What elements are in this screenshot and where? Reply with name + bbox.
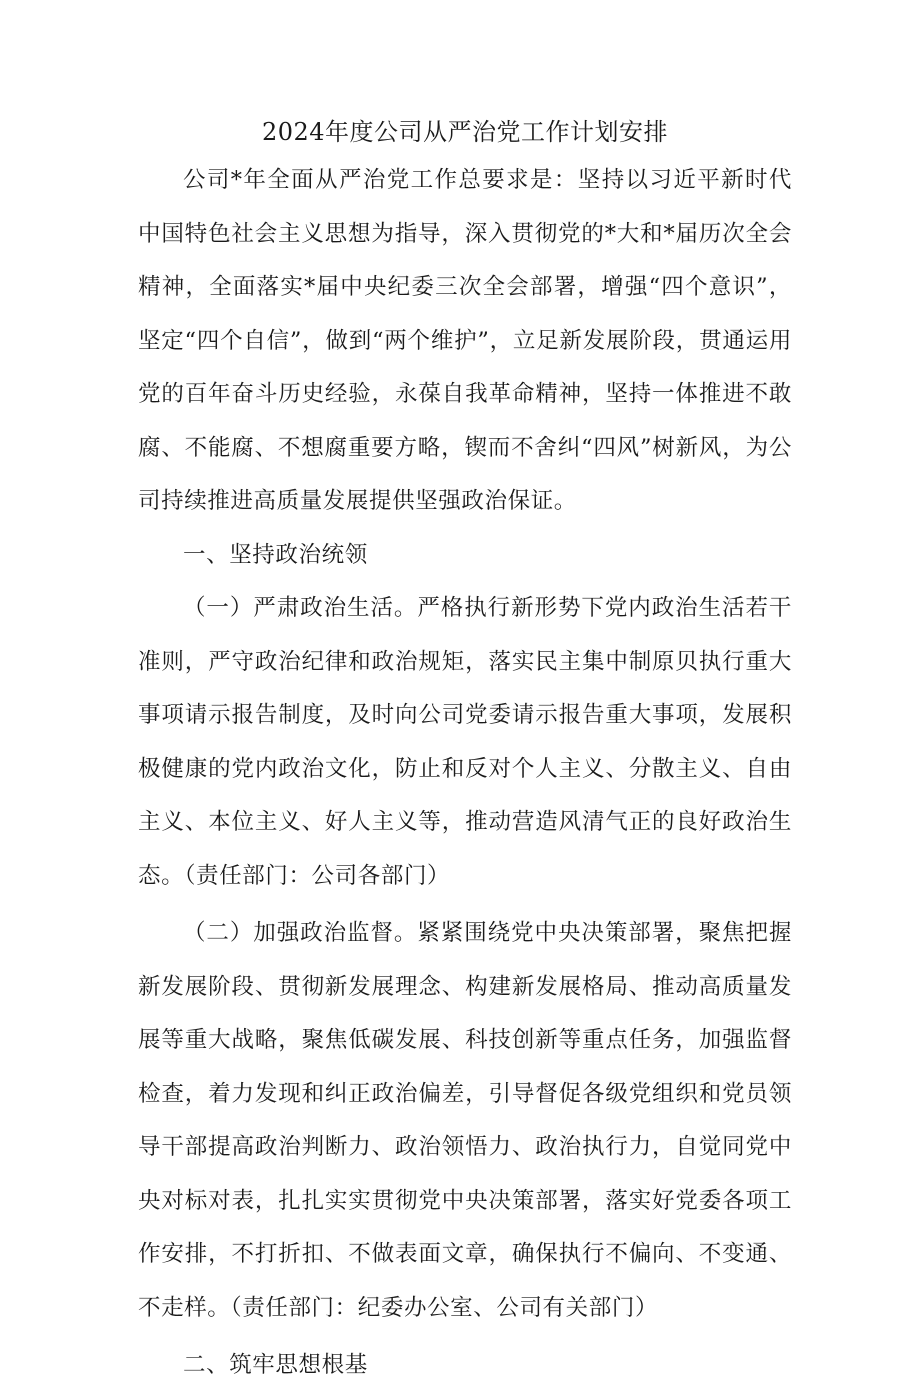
- section-2-heading: 二、筑牢思想根基: [183, 1352, 368, 1378]
- intro-paragraph: 公司*年全面从严治党工作总要求是：坚持以习近平新时代中国特色社会主义思想为指导，深入贯彻党的*大和*届历次全会精神，全面落实*届中央纪委三次全会部署，增强“四个意识”，坚定“四个自信”，做到“两个维护”，立足新发展阶段，贯通运用党的百年奋斗历史经验，永葆自我革命精神，坚持一体推进不敢腐、不能腐、不想腐重要方略，锲而不舍纠“四风”树新风，为公司持续推进高质量发展提供坚强政治保证。: [138, 167, 792, 514]
- document-title: 2024年度公司从严治党工作计划安排: [261, 118, 669, 146]
- section-1-item-1: （一）严肃政治生活。严格执行新形势下党内政治生活若干准则，严守政治纪律和政治规矩，落实民主集中制原贝执行重大事项请示报告制度，及时向公司党委请示报告重大事项，发展积极健康的党内政治文化，防止和反对个人主义、分散主义、自由主义、本位主义、好人主义等，推动营造风清气正的良好政治生态。（责任部门：公司各部门）: [138, 595, 792, 889]
- section-1-heading: 一、坚持政治统领: [183, 541, 368, 568]
- section-1-item-2: （二）加强政治监督。紧紧围绕党中央决策部署，聚焦把握新发展阶段、贯彻新发展理念、构建新发展格局、推动高质量发展等重大战略，聚焦低碳发展、科技创新等重点任务，加强监督检查，着力发现和纠正政治偏差，引导督促各级党组织和党员领导干部提高政治判断力、政治领悟力、政治执行力，自觉同党中央对标对表，扎扎实实贯彻党中央决策部署，落实好党委各项工作安排，不打折扣、不做表面文章，确保执行不偏向、不变通、不走样。（责任部门：纪委办公室、公司有关部门）: [138, 920, 792, 1321]
